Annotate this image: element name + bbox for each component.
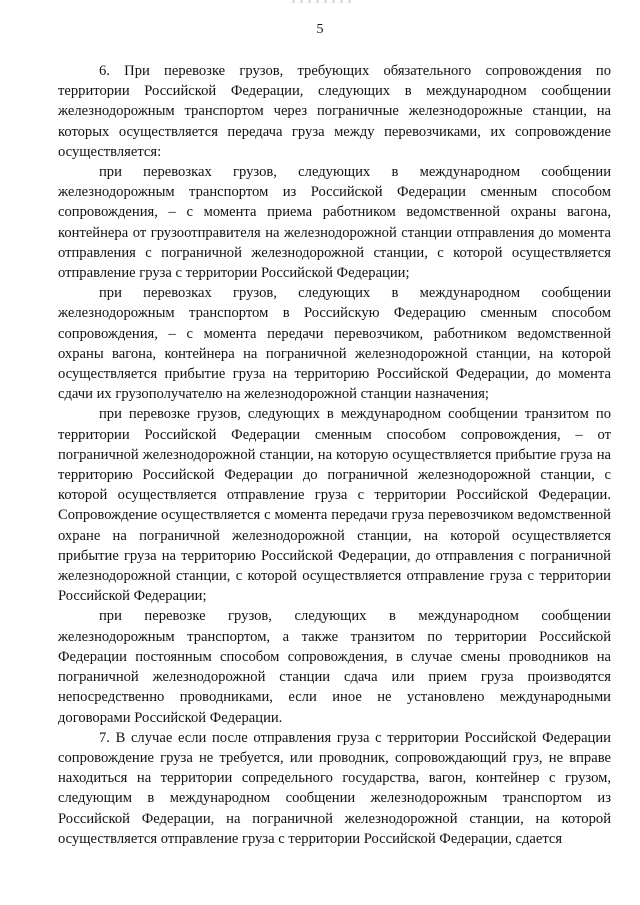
page-number: 5 — [316, 22, 324, 37]
paragraph-permanent-escort: при перевозке грузов, следующих в международном сообщении железнодорожным транспортом, а также транзитом по территории Российской Федерации постоянным способом сопровождения, в случае смены проводников на пограничной железнодорожной станции сдача или прием груза производятся непосредственно проводниками, если иное не установлено международными договорами Российской Федерации. — [58, 608, 611, 726]
paragraph-transit-shift-escort: при перевозке грузов, следующих в международном сообщении транзитом по территории Российской Федерации сменным способом сопровождения, – от пограничной железнодорожной станции, на которую осуществляется прибытие груза на территорию Российской Федерации до пограничной железнодорожной станции, с которой осуществляется отправление груза с территории Российской Федерации. Сопровождение осуществляется с момента передачи груза перевозчиком ведомственной охране на пограничной железнодорожной станции, на которой осуществляется прибытие груза на территорию Российской Федерации, до отправления с пограничной железнодорожной станции, с которой осуществляется отправление груза с территории Российской Федерации; — [58, 406, 611, 605]
document-body — [58, 61, 611, 849]
paragraph-export-shift-escort: при перевозках грузов, следующих в международном сообщении железнодорожным транспортом из Российской Федерации сменным способом сопровождения, – с момента приема работником ведомственной охраны вагона, контейнера от грузоотправителя на железнодорожной станции отправления до момента отправления с пограничной железнодорожной станции, с которой осуществляется отправление груза с территории Российской Федерации; — [58, 164, 611, 282]
paragraph-6-intro: 6. При перевозке грузов, требующих обязательного сопровождения по территории Российской Федерации, следующих в международном сообщении железнодорожным транспортом через пограничные железнодорожные станции, на которых осуществляется передача груза между перевозчиками, их сопровождение осуществляется: — [58, 63, 611, 160]
scan-artifact — [292, 0, 352, 3]
paragraph-import-shift-escort: при перевозках грузов, следующих в международном сообщении железнодорожным транспортом в Российскую Федерацию сменным способом сопровождения, – с момента передачи перевозчиком, работником ведомственной охраны вагона, контейнера на пограничной железнодорожной станции, на которой осуществляется прибытие груза на территорию Российской Федерации, до момента сдачи их грузополучателю на железнодорожной станции назначения; — [58, 285, 611, 403]
paragraph-7: 7. В случае если после отправления груза с территории Российской Федерации сопровождение груза не требуется, или проводник, сопровождающий груз, не вправе находиться на территории сопредельного государства, вагон, контейнер с грузом, следующим в международном сообщении железнодорожным транспортом из Российской Федерации, на пограничной железнодорожной станции, на которой осуществляется отправление груза с территории Российской Федерации, сдается — [58, 729, 611, 847]
